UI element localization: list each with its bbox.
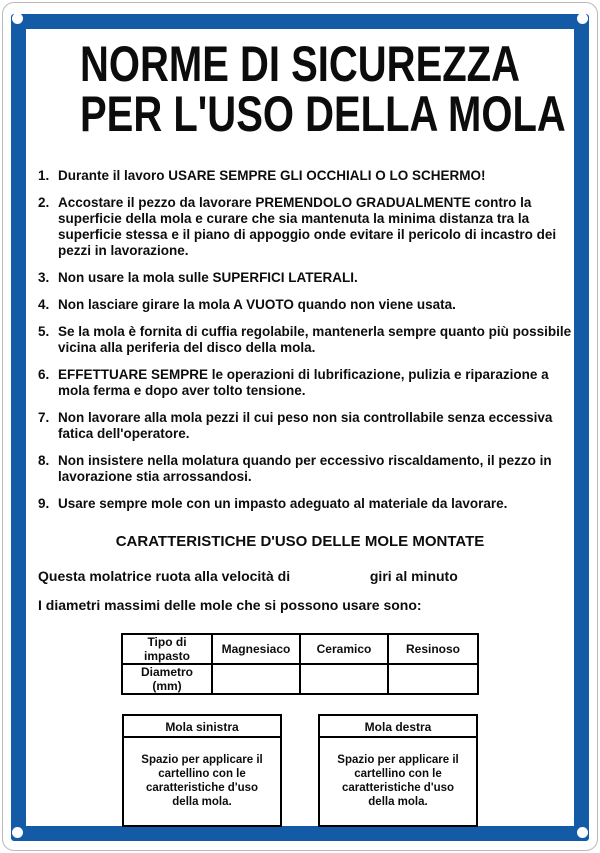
- speed-line-suffix: giri al minuto: [369, 568, 458, 584]
- left-wheel-box-body: Spazio per applicare il cartellino con le caratteristiche d'uso della mola.: [141, 754, 263, 808]
- rule-item-6: [38, 367, 573, 399]
- table-header-cell: Ceramico: [300, 634, 388, 664]
- rule-text: Se la mola è fornita di cuffia regolabile, mantenerla sempre quanto più possibile vicina alla periferia del disco della mola.: [58, 324, 572, 355]
- table-header-cell: Magnesiaco: [212, 634, 300, 664]
- sign-content: [25, 25, 575, 827]
- table-header-cell: Tipo di impasto: [122, 634, 212, 664]
- left-wheel-box: [122, 714, 282, 827]
- screw-hole-top-right-icon: [577, 13, 588, 24]
- rule-text: Non insistere nella molatura quando per eccessivo riscaldamento, il pezzo in lavorazione stia arrossandosi.: [58, 453, 552, 484]
- right-wheel-box-title: Mola destra: [320, 716, 476, 738]
- rule-text: EFFETTUARE SEMPRE le operazioni di lubrificazione, pulizia e riparazione a mola ferma e dopo aver tolto tensione.: [58, 367, 549, 398]
- wheel-label-boxes: [25, 714, 575, 827]
- rule-item-1: [38, 168, 573, 184]
- rule-text: Non lasciare girare la mola A VUOTO quando non viene usata.: [58, 297, 456, 312]
- table-cell-empty: [388, 664, 478, 694]
- rule-text: Non usare la mola sulle SUPERFICI LATERALI.: [58, 270, 358, 285]
- sign-title-line-2: PER L'USO DELLA MOLA: [80, 86, 566, 142]
- rule-text: Usare sempre mole con un impasto adeguato al materiale da lavorare.: [58, 496, 508, 511]
- speed-line-prefix: Questa molatrice ruota alla velocità di: [38, 568, 291, 584]
- wheel-spec-table: [121, 633, 479, 695]
- left-wheel-box-title: Mola sinistra: [124, 716, 280, 738]
- table-row: [122, 664, 478, 694]
- right-wheel-box-body: Spazio per applicare il cartellino con le caratteristiche d'uso della mola.: [337, 754, 459, 808]
- rule-item-4: [38, 297, 573, 313]
- rule-text: Accostare il pezzo da lavorare PREMENDOLO GRADUALMENTE contro la superficie della mola e curare che sia mantenuta la minima distanza tra la superficie stessa e il piano di appoggio onde evitare il pericolo di incastro dei pezzi in lavorazione.: [58, 195, 557, 258]
- rule-number: 7.: [38, 410, 50, 425]
- screw-hole-top-left-icon: [12, 13, 23, 24]
- speed-line: [25, 568, 575, 584]
- rule-number: 1.: [38, 168, 50, 183]
- rule-number: 8.: [38, 453, 50, 468]
- rule-item-2: [38, 195, 573, 259]
- rule-number: 3.: [38, 270, 50, 285]
- screw-hole-bottom-right-icon: [577, 827, 588, 838]
- rule-item-3: [38, 270, 573, 286]
- rule-item-5: [38, 324, 573, 356]
- sign-title-line-1: NORME DI SICUREZZA: [80, 36, 520, 92]
- rule-number: 5.: [38, 324, 50, 339]
- table-cell-empty: [212, 664, 300, 694]
- table-cell-empty: [300, 664, 388, 694]
- rule-number: 6.: [38, 367, 50, 382]
- rule-text: Durante il lavoro USARE SEMPRE GLI OCCHIALI O LO SCHERMO!: [58, 168, 486, 183]
- rule-number: 9.: [38, 496, 50, 511]
- sign-title: [25, 36, 575, 142]
- rule-item-7: [38, 410, 573, 442]
- table-header-cell: Resinoso: [388, 634, 478, 664]
- rule-number: 4.: [38, 297, 50, 312]
- section-title: CARATTERISTICHE D'USO DELLE MOLE MONTATE: [115, 533, 485, 550]
- table-header-row: [122, 634, 478, 664]
- rule-text: Non lavorare alla mola pezzi il cui peso non sia controllabile senza eccessiva fatica dell'operatore.: [58, 410, 553, 441]
- table-cell-diametro: Diametro (mm): [122, 664, 212, 694]
- diameters-line: I diametri massimi delle mole che si possono usare sono:: [38, 597, 422, 613]
- screw-hole-bottom-left-icon: [12, 827, 23, 838]
- safety-rules-list: [25, 168, 575, 512]
- rule-item-9: [38, 496, 573, 512]
- right-wheel-box: [318, 714, 478, 827]
- rule-number: 2.: [38, 195, 50, 210]
- rule-item-8: [38, 453, 573, 485]
